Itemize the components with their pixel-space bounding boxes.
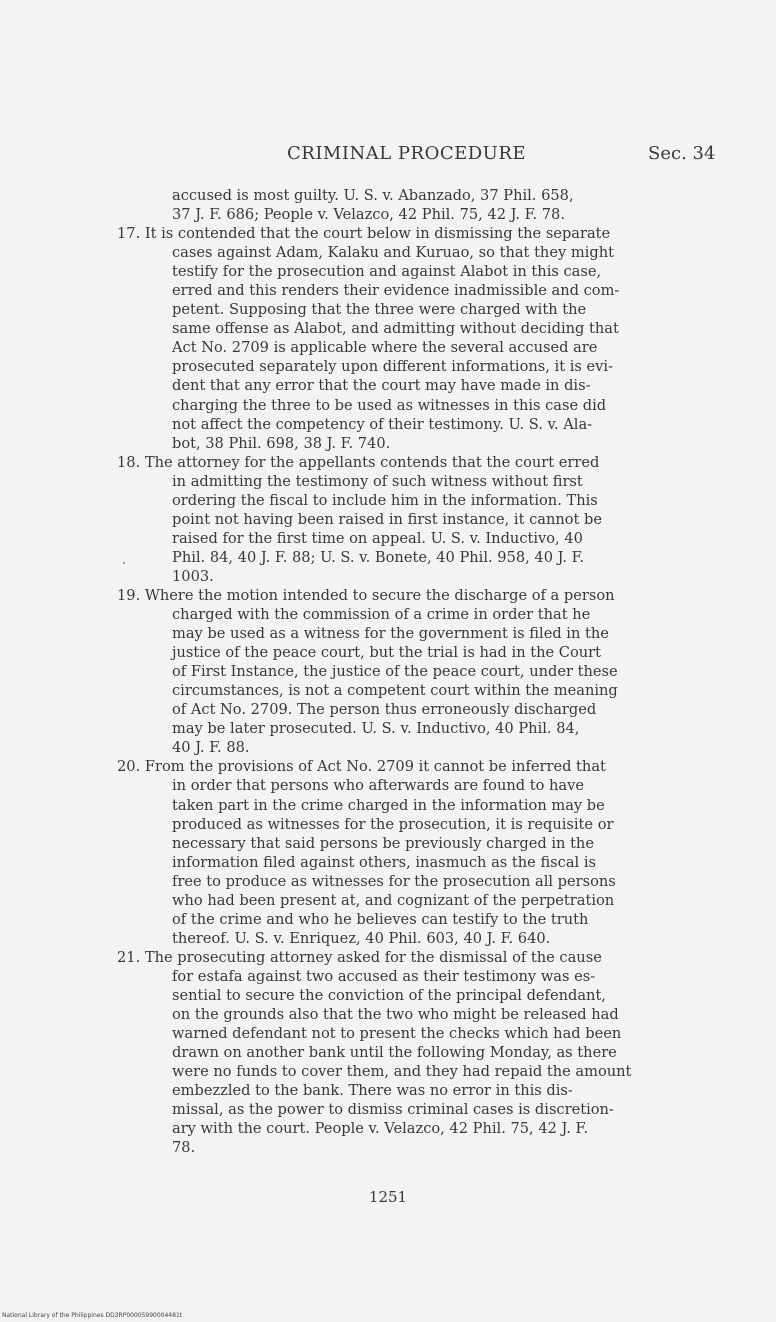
text-line: taken part in the crime charged in the information may be — [172, 796, 605, 814]
text-line: of the crime and who he believes can testify to the truth — [172, 910, 589, 928]
text-line: ary with the court. People v. Velazco, 42 Phil. 75, 42 J. F. — [172, 1120, 589, 1138]
text-line: of Act No. 2709. The person thus erroneously discharged — [172, 701, 597, 719]
text-line: 1003. — [172, 567, 214, 585]
text-line: petent. Supposing that the three were charged with the — [172, 301, 587, 319]
text-line: free to produce as witnesses for the prosecution all persons — [172, 872, 616, 890]
paragraph-first-line: 17. It is contended that the court below in dismissing the separate — [117, 225, 611, 243]
paragraph-first-line: 19. Where the motion intended to secure the discharge of a person — [117, 586, 615, 604]
text-line: of First Instance, the justice of the peace court, under these — [172, 663, 618, 681]
paragraph-first-line: 18. The attorney for the appellants contends that the court erred — [117, 453, 600, 471]
text-line: missal, as the power to dismiss criminal cases is discretion- — [172, 1101, 614, 1119]
text-line: raised for the first time on appeal. U. S. v. Inductivo, 40 — [172, 529, 583, 547]
running-header — [0, 143, 776, 167]
text-line: thereof. U. S. v. Enriquez, 40 Phil. 603, 40 J. F. 640. — [172, 929, 551, 947]
text-line: prosecuted separately upon different informations, it is evi- — [172, 358, 613, 376]
text-line: ordering the fiscal to include him in the information. This — [172, 491, 598, 509]
text-line: charging the three to be used as witnesses in this case did — [172, 396, 607, 414]
text-line: information filed against others, inasmuch as the fiscal is — [172, 853, 597, 871]
text-line: erred and this renders their evidence inadmissible and com- — [172, 282, 620, 300]
text-line: bot, 38 Phil. 698, 38 J. F. 740. — [172, 434, 391, 452]
text-line: not affect the competency of their testimony. U. S. v. Ala- — [172, 415, 593, 433]
body-text — [117, 186, 727, 1157]
text-line: accused is most guilty. U. S. v. Abanzado, 37 Phil. 658, — [172, 187, 574, 204]
paragraph-first-line: 20. From the provisions of Act No. 2709 it cannot be inferred that — [117, 758, 606, 776]
text-line: charged with the commission of a crime in order that he — [172, 606, 591, 624]
text-line: circumstances, is not a competent court within the meaning — [172, 682, 618, 700]
paragraph-first-line: 21. The prosecuting attorney asked for the dismissal of the cause — [117, 948, 602, 966]
text-line: in admitting the testimony of such witness without first — [172, 472, 583, 490]
header-title: CRIMINAL PROCEDURE — [287, 143, 527, 164]
text-line: point not having been raised in first instance, it cannot be — [172, 510, 603, 528]
text-line: justice of the peace court, but the trial is had in the Court — [172, 644, 601, 662]
text-line: same offense as Alabot, and admitting without deciding that — [172, 320, 619, 338]
text-line: embezzled to the bank. There was no error in this dis- — [172, 1082, 573, 1100]
text-line: 78. — [172, 1139, 196, 1157]
text-line: drawn on another bank until the following Monday, as there — [172, 1044, 617, 1062]
library-watermark: National Library of the Philippines DD3RP00005990004481t — [2, 1312, 183, 1319]
text-line: warned defendant not to present the checks which had been — [172, 1025, 622, 1043]
text-line: may be later prosecuted. U. S. v. Inductivo, 40 Phil. 84, — [172, 720, 580, 738]
text-line: dent that any error that the court may have made in dis- — [172, 377, 591, 395]
text-line: Act No. 2709 is applicable where the several accused are — [172, 339, 598, 357]
page-number: 1251 — [368, 1188, 408, 1206]
text-line: produced as witnesses for the prosecution, it is requisite or — [172, 815, 614, 833]
text-line: on the grounds also that the two who might be released had — [172, 1006, 619, 1024]
text-line: who had been present at, and cognizant of the perpetration — [172, 891, 615, 909]
text-line: testify for the prosecution and against Alabot in this case, — [172, 263, 602, 281]
speck — [123, 562, 125, 564]
text-line: cases against Adam, Kalaku and Kuruao, so that they might — [172, 244, 614, 262]
text-line: Phil. 84, 40 J. F. 88; U. S. v. Bonete, 40 Phil. 958, 40 J. F. — [172, 548, 585, 566]
text-line: were no funds to cover them, and they had repaid the amount — [172, 1063, 632, 1081]
text-line: necessary that said persons be previously charged in the — [172, 834, 594, 852]
header-section: Sec. 34 — [648, 143, 716, 164]
text-line: for estafa against two accused as their testimony was es- — [172, 967, 596, 985]
text-line: in order that persons who afterwards are found to have — [172, 777, 585, 795]
text-line: may be used as a witness for the government is filed in the — [172, 625, 609, 643]
text-line: sential to secure the conviction of the principal defendant, — [172, 986, 606, 1004]
text-line: 40 J. F. 88. — [172, 739, 250, 757]
text-line: 37 J. F. 686; People v. Velazco, 42 Phil. 75, 42 J. F. 78. — [172, 206, 565, 224]
